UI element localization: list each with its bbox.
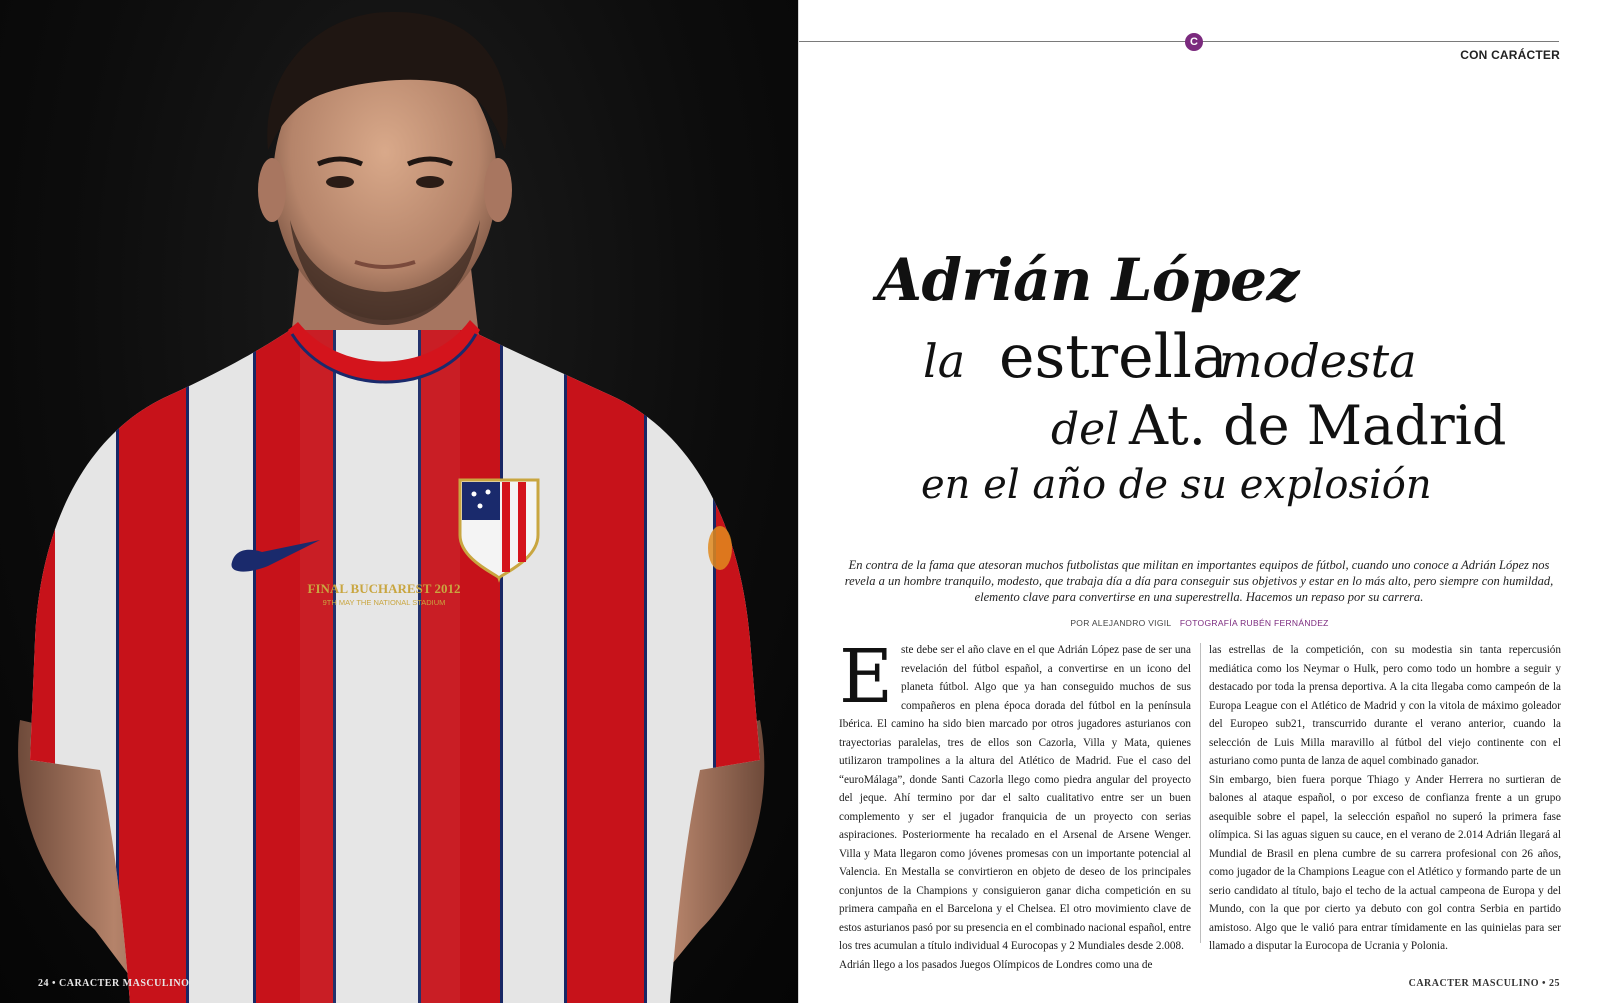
article-column-2 bbox=[1209, 641, 1561, 956]
article-credits bbox=[799, 618, 1600, 628]
shirt-final-text: FINAL BUCHAREST 2012 bbox=[307, 581, 461, 596]
article-intro: En contra de la fama que atesoran muchos futbolistas que militan en importantes equipos de fútbol, cuando uno conoce a Adrián López nos revela a un hombre tranquilo, modesto, que trabaja día a día para conseguir sus objetivos y estar en lo más alto, pero siempre con humildad, elemento clave para convertirse en una superestrella. Hacemos un repaso por su carrera. bbox=[844, 558, 1554, 604]
article-body bbox=[839, 634, 1561, 971]
paragraph: las estrellas de la competición, con su modestia sin tanta repercusión mediática como los Neymar o Hulk, pero como todo un hombre a seguir y destacado por toda la prensa deportiva. A la cita llegaba como campeón de la Europa League con el Atlético de Madrid y con la vitola de máximo goleador del Europeo sub21, transcurrido durante el verano anterior, cuando la selección de Luis Milla maravillo al fútbol del viejo continente con el asturiano como punta de lanza de aquel combinado ganador. bbox=[1209, 644, 1561, 767]
headline-part: modesta bbox=[1219, 334, 1417, 388]
section-badge-icon: C bbox=[1185, 33, 1203, 51]
headline-part: la bbox=[923, 334, 966, 388]
left-page-footer: 24 • CARACTER MASCULINO bbox=[38, 978, 190, 989]
article-headline bbox=[799, 0, 1600, 540]
headline-part: estrella bbox=[999, 322, 1228, 392]
paragraph: Sin embargo, bien fuera porque Thiago y Ander Herrera no surtieran de balones al ataque español, o por exceso de confianza frente a un grupo asequible sobre el papel, la selección español no superó la primera fase olímpica. Si las aguas siguen su cauce, en el verano de 2.014 Adrián llegará al Mundial de Brasil en plena cumbre de su carrera profesional con 26 años, como jugador de la Champions League con el Atlético y formando parte de un serio candidato al título, bajo el techo de la actual campeona de Europa y del Mundo, con la que por cierto ya debuto con gol contra Serbia en partido amistoso. Algo que le valió para entrar tímidamente en las quinielas para ser llamado a disputar la Eurocopa de Ucrania y Polonia. bbox=[1209, 773, 1561, 952]
article-column-1 bbox=[839, 634, 1191, 974]
drop-cap: E bbox=[839, 634, 894, 720]
paragraph: Adrián llego a los pasados Juegos Olímpicos de Londres como una de bbox=[839, 958, 1153, 971]
headline-part: del bbox=[1051, 404, 1120, 455]
right-page-footer: CARACTER MASCULINO • 25 bbox=[1408, 978, 1560, 989]
byline: POR ALEJANDRO VIGIL bbox=[1070, 618, 1172, 628]
player-portrait-photo bbox=[0, 0, 798, 1003]
paragraph: ste debe ser el año clave en el que Adrián López pase de ser una revelación del fútbol español, a convertirse en un icono del planeta fútbol. Algo que ya han conseguido muchos de sus compañeros en plena época dorada del fútbol en la península Ibérica. El camino ha sido bien marcado por otros jugadores asturianos con trayectorias paralelas, tres de ellos son Cazorla, Villa y Mata, quienes utilizaron trampolines a la altura del Atlético de Madrid. Fue el caso del “euroMálaga”, donde Santi Cazorla llego como piedra angular del proyecto del jeque. Ahí termino por dar el salto cualitativo entre ser un buen complemento y ser el jugador franquicia de un proyecto con serias aspiraciones. Posteriormente ha recalado en el Arsenal de Arsene Wenger. Villa y Mata llegaron como jóvenes promesas con un importante potencial al Valencia. En Mestalla se convirtieron en objeto de deseo de los principales conjuntos de la Champions y consiguieron ganar dicha competición en su primera campaña en el Barcelona y el Chelsea. El otro movimiento clave de estos asturianos pasó por su presencia en el combinado nacional español, entre los tres acumulan a título individual 4 Eurocopas y 2 Mundiales desde 2.008. bbox=[839, 644, 1191, 952]
left-page-photo-spread bbox=[0, 0, 798, 1003]
sleeve-badge-icon bbox=[708, 526, 732, 570]
shirt-stadium-text: 9TH MAY THE NATIONAL STADIUM bbox=[322, 598, 446, 607]
column-divider bbox=[1200, 643, 1201, 943]
headline-part: At. de Madrid bbox=[1129, 394, 1507, 457]
section-label: CON CARÁCTER bbox=[1460, 48, 1560, 62]
right-page-article bbox=[799, 0, 1600, 1003]
headline-name: Adrián López bbox=[877, 246, 1299, 314]
photo-credit: FOTOGRAFÍA RUBÉN FERNÁNDEZ bbox=[1179, 618, 1329, 628]
headline-part: en el año de su explosión bbox=[921, 462, 1432, 508]
